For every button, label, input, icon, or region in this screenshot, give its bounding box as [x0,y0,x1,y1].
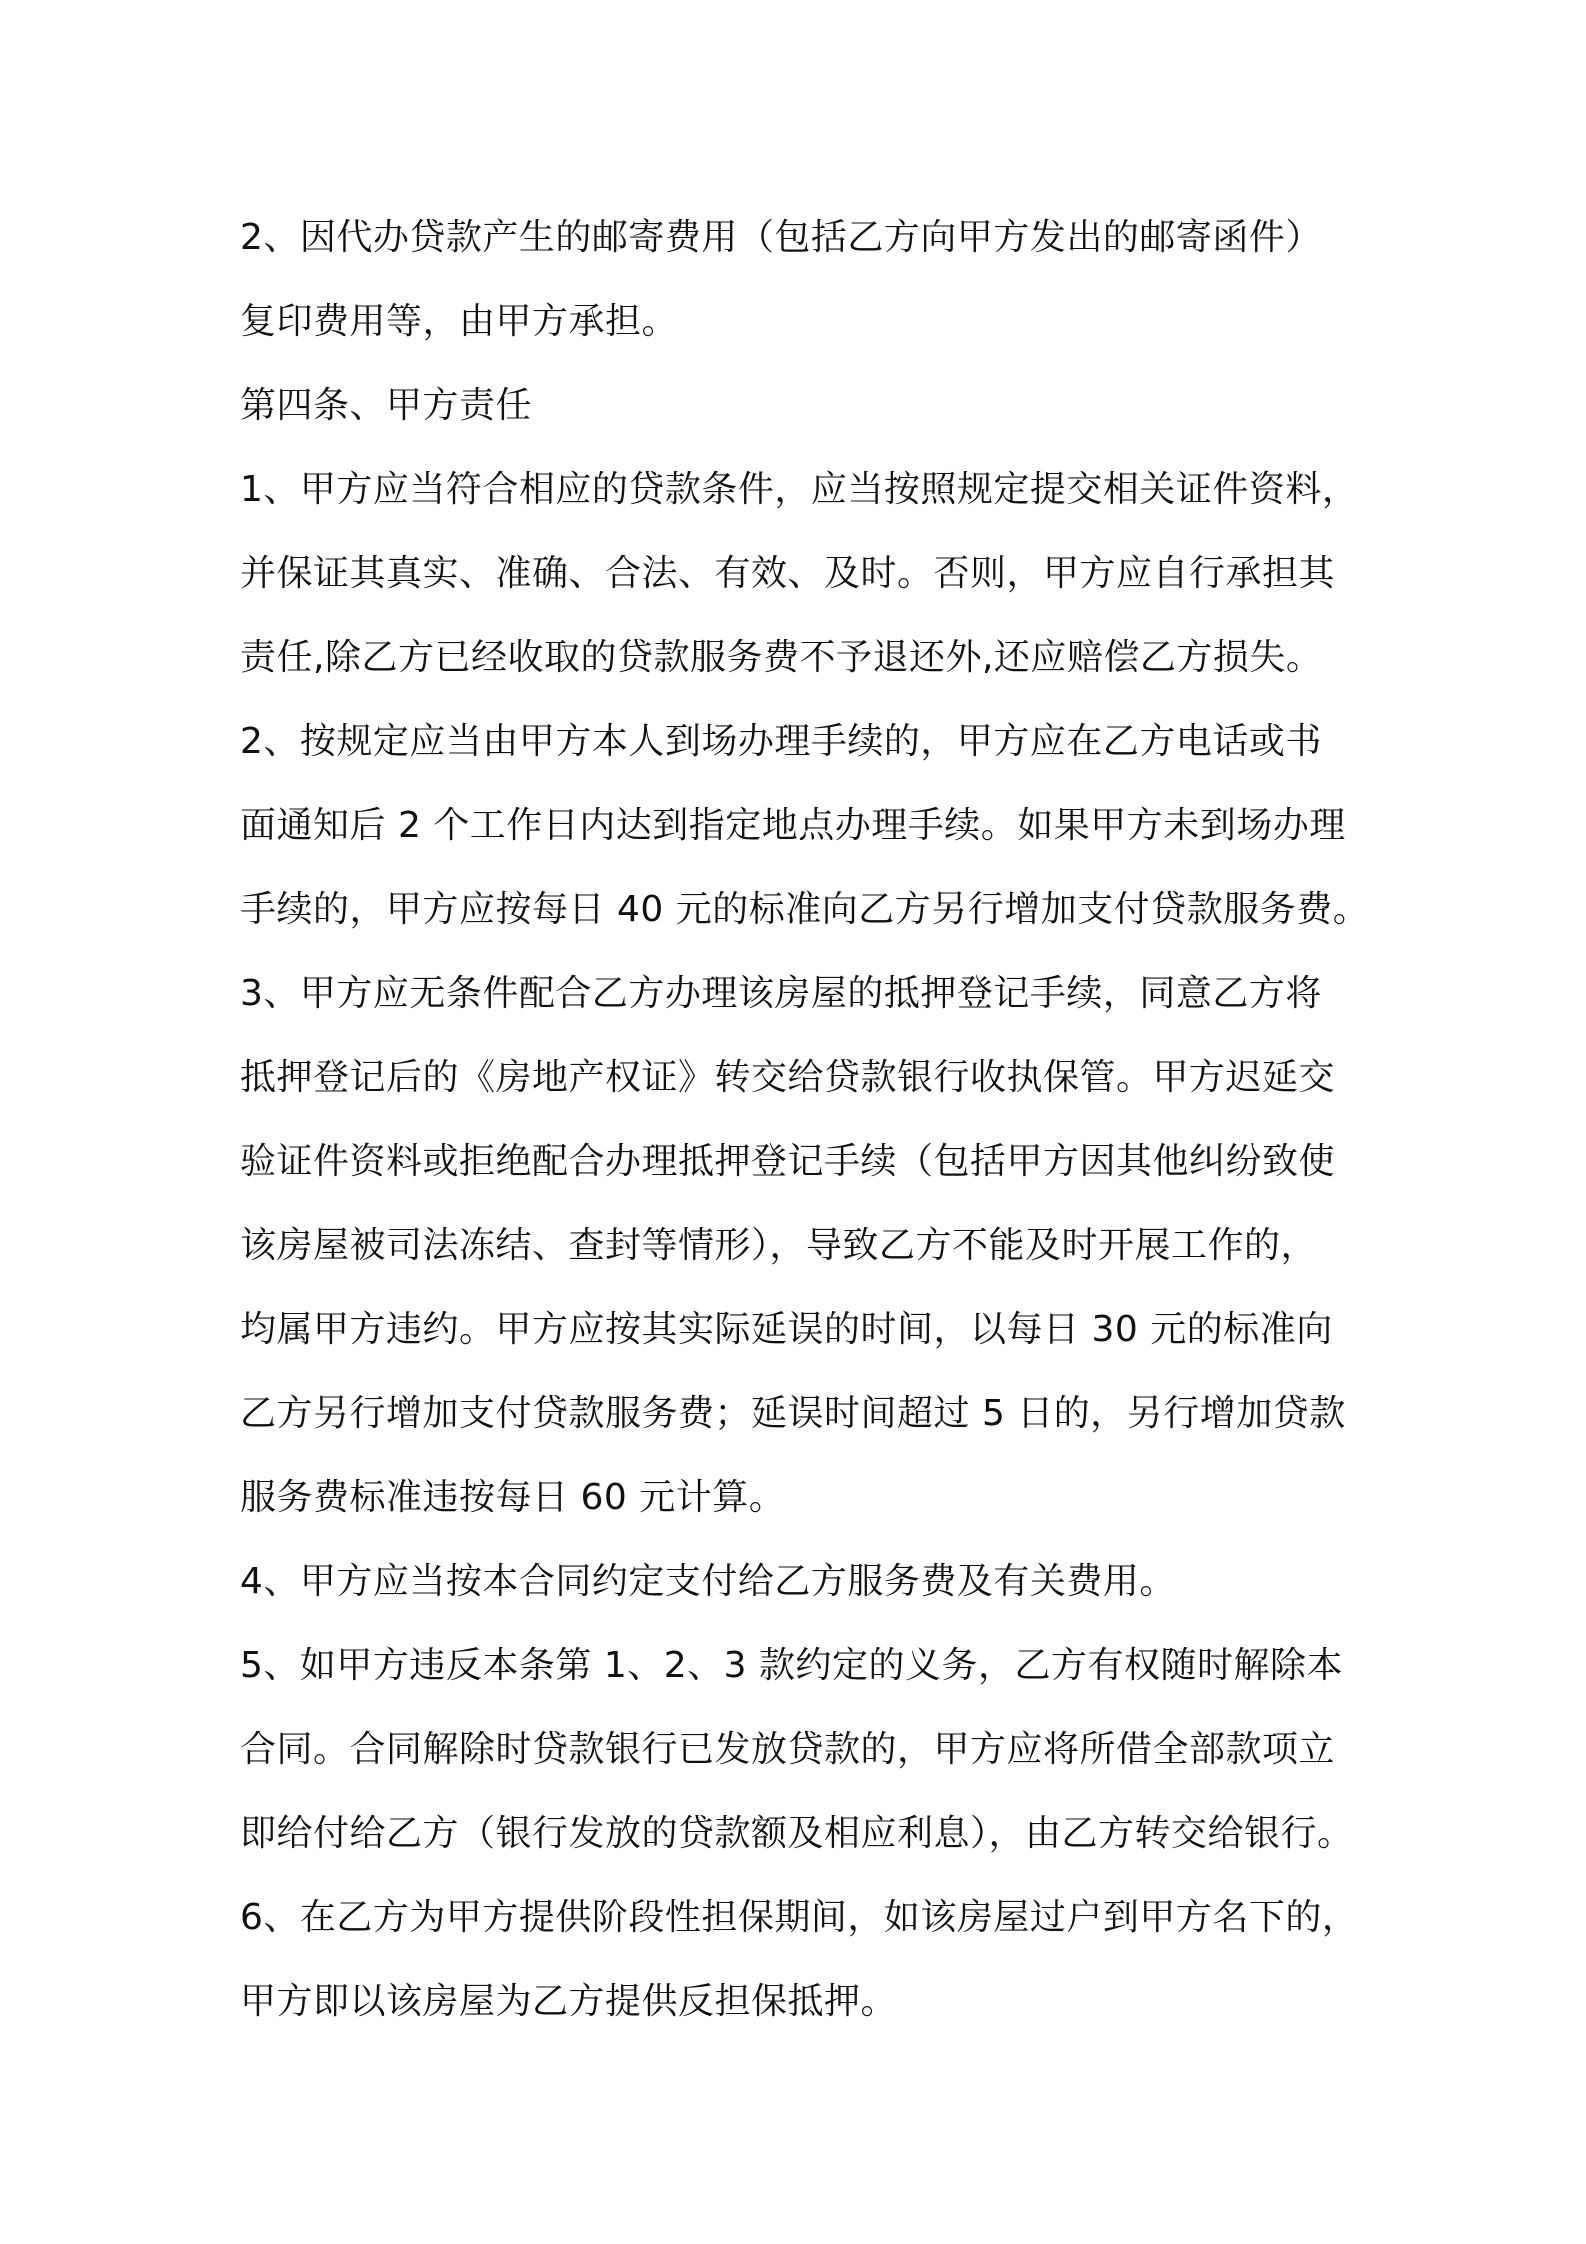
text-line: 验证件资料或拒绝配合办理抵押登记手续（包括甲方因其他纠纷致使 [240,1141,1336,1182]
text-line: 复印费用等，由甲方承担。 [240,301,679,342]
text-line: 合同。合同解除时贷款银行已发放贷款的，甲方应将所借全部款项立 [240,1729,1336,1770]
document-body [240,196,1370,2044]
text-line: 面通知后 2 个工作日内达到指定地点办理手续。如果甲方未到场办理 [240,805,1346,846]
text-line: 2、因代办贷款产生的邮寄费用（包括乙方向甲方发出的邮寄函件） [240,217,1322,258]
section-heading: 第四条、甲方责任 [240,385,533,426]
text-line: 并保证其真实、准确、合法、有效、及时。否则，甲方应自行承担其 [240,553,1336,594]
text-line: 1、甲方应当符合相应的贷款条件，应当按照规定提交相关证件资料， [240,469,1359,510]
text-line: 4、甲方应当按本合同约定支付给乙方服务费及有关费用。 [240,1561,1176,1602]
text-line: 抵押登记后的《房地产权证》转交给贷款银行收执保管。甲方迟延交 [240,1057,1336,1098]
text-line: 3、甲方应无条件配合乙方办理该房屋的抵押登记手续，同意乙方将 [240,973,1322,1014]
text-line: 甲方即以该房屋为乙方提供反担保抵押。 [240,1981,898,2022]
text-line: 服务费标准违按每日 60 元计算。 [240,1477,786,1518]
text-line: 2、按规定应当由甲方本人到场办理手续的，甲方应在乙方电话或书 [240,721,1322,762]
text-line: 乙方另行增加支付贷款服务费；延误时间超过 5 日的，另行增加贷款 [240,1393,1346,1434]
text-line: 该房屋被司法冻结、查封等情形），导致乙方不能及时开展工作的， [240,1225,1318,1266]
text-line: 均属甲方违约。甲方应按其实际延误的时间，以每日 30 元的标准向 [240,1309,1333,1350]
text-line: 即给付给乙方（银行发放的贷款额及相应利息），由乙方转交给银行。 [240,1813,1354,1854]
text-line: 手续的，甲方应按每日 40 元的标准向乙方另行增加支付贷款服务费。 [240,889,1370,930]
text-line: 责任,除乙方已经收取的贷款服务费不予退还外,还应赔偿乙方损失。 [240,637,1323,678]
text-line: 5、如甲方违反本条第 1、2、3 款约定的义务，乙方有权随时解除本 [240,1645,1344,1686]
text-line: 6、在乙方为甲方提供阶段性担保期间，如该房屋过户到甲方名下的， [240,1897,1359,1938]
